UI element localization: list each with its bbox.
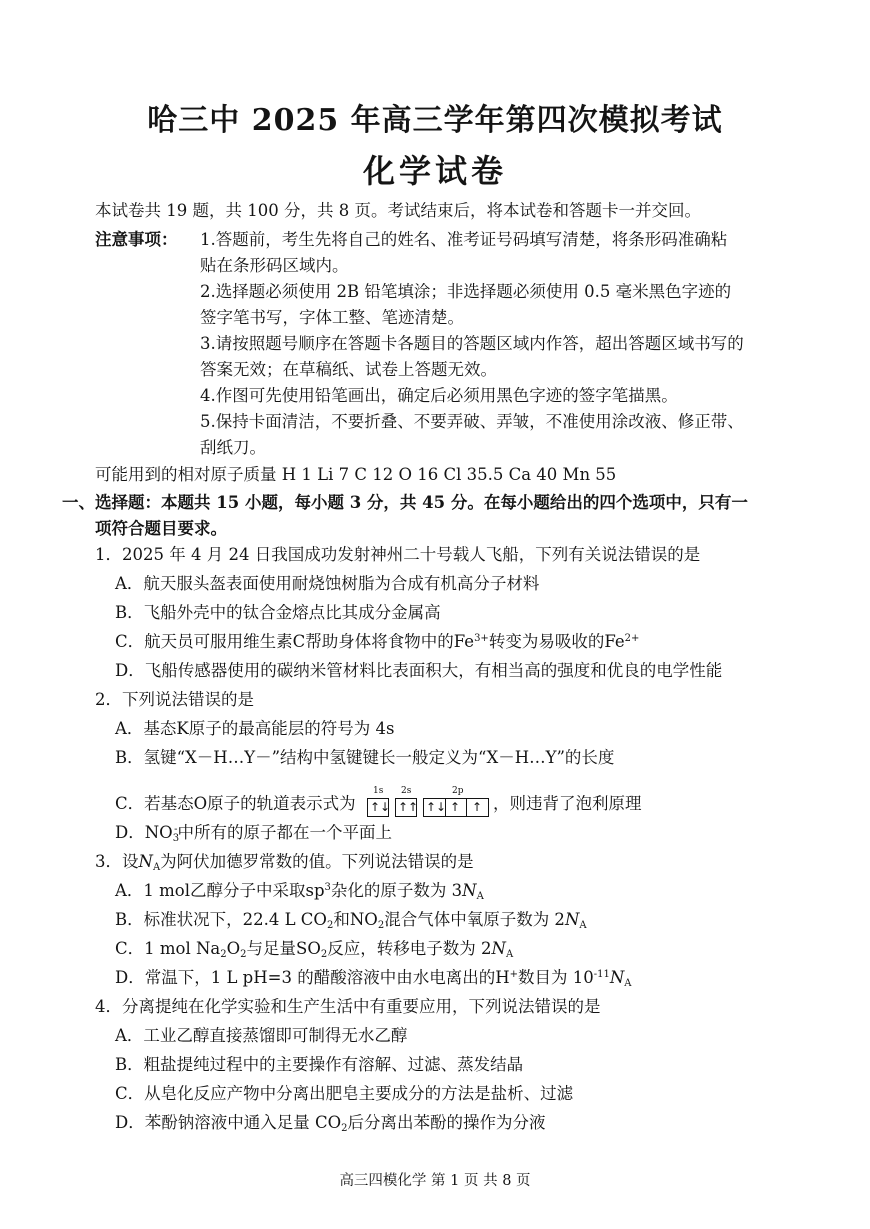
note-line: 答案无效；在草稿纸、试卷上答题无效。 bbox=[200, 360, 497, 379]
q3-option-d: D．常温下，1 L pH=3 的醋酸溶液中由水电离出的H+数目为 $10^{-11}N_A$ bbox=[115, 968, 632, 989]
orbital-label-1s: 1s bbox=[373, 786, 384, 796]
note-line: 1.答题前，考生先将自己的姓名、准考证号码填写清楚，将条形码准确粘 bbox=[200, 230, 728, 249]
note-line: 5.保持卡面清洁，不要折叠、不要弄破、弄皱，不准使用涂改液、修正带、 bbox=[200, 412, 744, 431]
q2-option-b: B．氢键“X－H…Y－”结构中氢键键长一般定义为“X－H…Y”的长度 bbox=[115, 748, 615, 767]
intro-text: 本试卷共 19 题，共 100 分，共 8 页。考试结束后，将本试卷和答题卡一并交回。 bbox=[95, 201, 701, 220]
exam-subtitle: 化学试卷 bbox=[362, 152, 507, 190]
notes-label: 注意事项： bbox=[95, 230, 178, 249]
q3-option-b: B．标准状况下，22.4 L $CO_2$和$NO_2$混合气体中氧原子数为 $2N_A$ bbox=[115, 910, 587, 931]
page-footer: 高三四模化学 第 1 页 共 8 页 bbox=[339, 1173, 531, 1189]
orbital-cell: ↑ bbox=[471, 800, 483, 814]
q1-stem: 1．2025 年 4 月 24 日我国成功发射神州二十号载人飞船，下列有关说法错误的是 bbox=[95, 545, 701, 564]
note-line: 刮纸刀。 bbox=[200, 438, 266, 457]
q2-option-d: D．$NO_3^-$中所有的原子都在一个平面上 bbox=[115, 823, 392, 844]
orbital-divider bbox=[466, 799, 467, 816]
note-line: 3.请按照题号顺序在答题卡各题目的答题区域内作答，超出答题区域书写的 bbox=[200, 334, 744, 353]
q4-option-c: C．从皂化反应产物中分离出肥皂主要成分的方法是盐析、过滤 bbox=[115, 1084, 574, 1103]
q2-option-c-post: ，则违背了泡利原理 bbox=[493, 794, 642, 813]
q1-option-d: D．飞船传感器使用的碳纳米管材料比表面积大，有相当高的强度和优良的电学性能 bbox=[115, 661, 723, 680]
orbital-cell: ↑↓ bbox=[370, 800, 391, 814]
atomic-masses: 可能用到的相对原子质量 H 1 Li 7 C 12 O 16 Cl 35.5 Ca 40 Mn 55 bbox=[95, 465, 617, 484]
q1-option-a: A．航天服头盔表面使用耐烧蚀树脂为合成有机高分子材料 bbox=[115, 574, 540, 593]
orbital-divider bbox=[445, 799, 446, 816]
orbital-cell: ↑ bbox=[449, 800, 461, 814]
q1-option-b: B．飞船外壳中的钛合金熔点比其成分金属高 bbox=[115, 603, 441, 622]
q3-option-a: A．1 mol乙醇分子中采取$sp^3$杂化的原子数为 $3N_A$ bbox=[115, 881, 484, 902]
q2-stem: 2．下列说法错误的是 bbox=[95, 690, 254, 709]
note-line: 贴在条形码区域内。 bbox=[200, 256, 349, 275]
orbital-cell: ↑↓ bbox=[426, 800, 447, 814]
orbital-box-1s bbox=[367, 798, 389, 817]
orbital-cell: ↑↑ bbox=[398, 800, 419, 814]
q4-option-b: B．粗盐提纯过程中的主要操作有溶解、过滤、蒸发结晶 bbox=[115, 1055, 524, 1074]
orbital-box-2s bbox=[395, 798, 417, 817]
section-heading: 一、选择题：本题共 15 小题，每小题 3 分，共 45 分。在每小题给出的四个选项中，只有一 bbox=[62, 493, 748, 512]
note-line: 4.作图可先使用铅笔画出，确定后必须用黑色字迹的签字笔描黑。 bbox=[200, 386, 678, 405]
q4-option-a: A．工业乙醇直接蒸馏即可制得无水乙醇 bbox=[115, 1026, 408, 1045]
section-heading-cont: 项符合题目要求。 bbox=[95, 519, 227, 538]
q1-option-c: C．航天员可服用维生素C帮助身体将食物中的$Fe^{3+}$转变为易吸收的$Fe^{2+}$ bbox=[115, 632, 640, 651]
q4-option-d: D．苯酚钠溶液中通入足量 $CO_2$后分离出苯酚的操作为分液 bbox=[115, 1113, 546, 1134]
orbital-diagram bbox=[367, 786, 502, 816]
q3-stem: 3．设$N_A$为阿伏加德罗常数的值。下列说法错误的是 bbox=[95, 852, 474, 873]
orbital-label-2p: 2p bbox=[452, 786, 464, 796]
orbital-label-2s: 2s bbox=[401, 786, 412, 796]
q4-stem: 4．分离提纯在化学实验和生产生活中有重要应用，下列说法错误的是 bbox=[95, 997, 601, 1016]
q3-option-c: C．1 mol $Na_2O_2$与足量$SO_2$反应，转移电子数为 $2N_A$ bbox=[115, 939, 514, 960]
note-line: 2.选择题必须使用 2B 铅笔填涂；非选择题必须使用 0.5 毫米黑色字迹的 bbox=[200, 282, 732, 301]
note-line: 签字笔书写，字体工整、笔迹清楚。 bbox=[200, 308, 464, 327]
q2-option-c-pre: C．若基态O原子的轨道表示式为 bbox=[115, 794, 356, 813]
q2-option-a: A．基态K原子的最高能层的符号为 4s bbox=[115, 719, 395, 738]
exam-title: 哈三中 2025 年高三学年第四次模拟考试 bbox=[147, 103, 723, 138]
orbital-box-2p bbox=[423, 798, 489, 817]
